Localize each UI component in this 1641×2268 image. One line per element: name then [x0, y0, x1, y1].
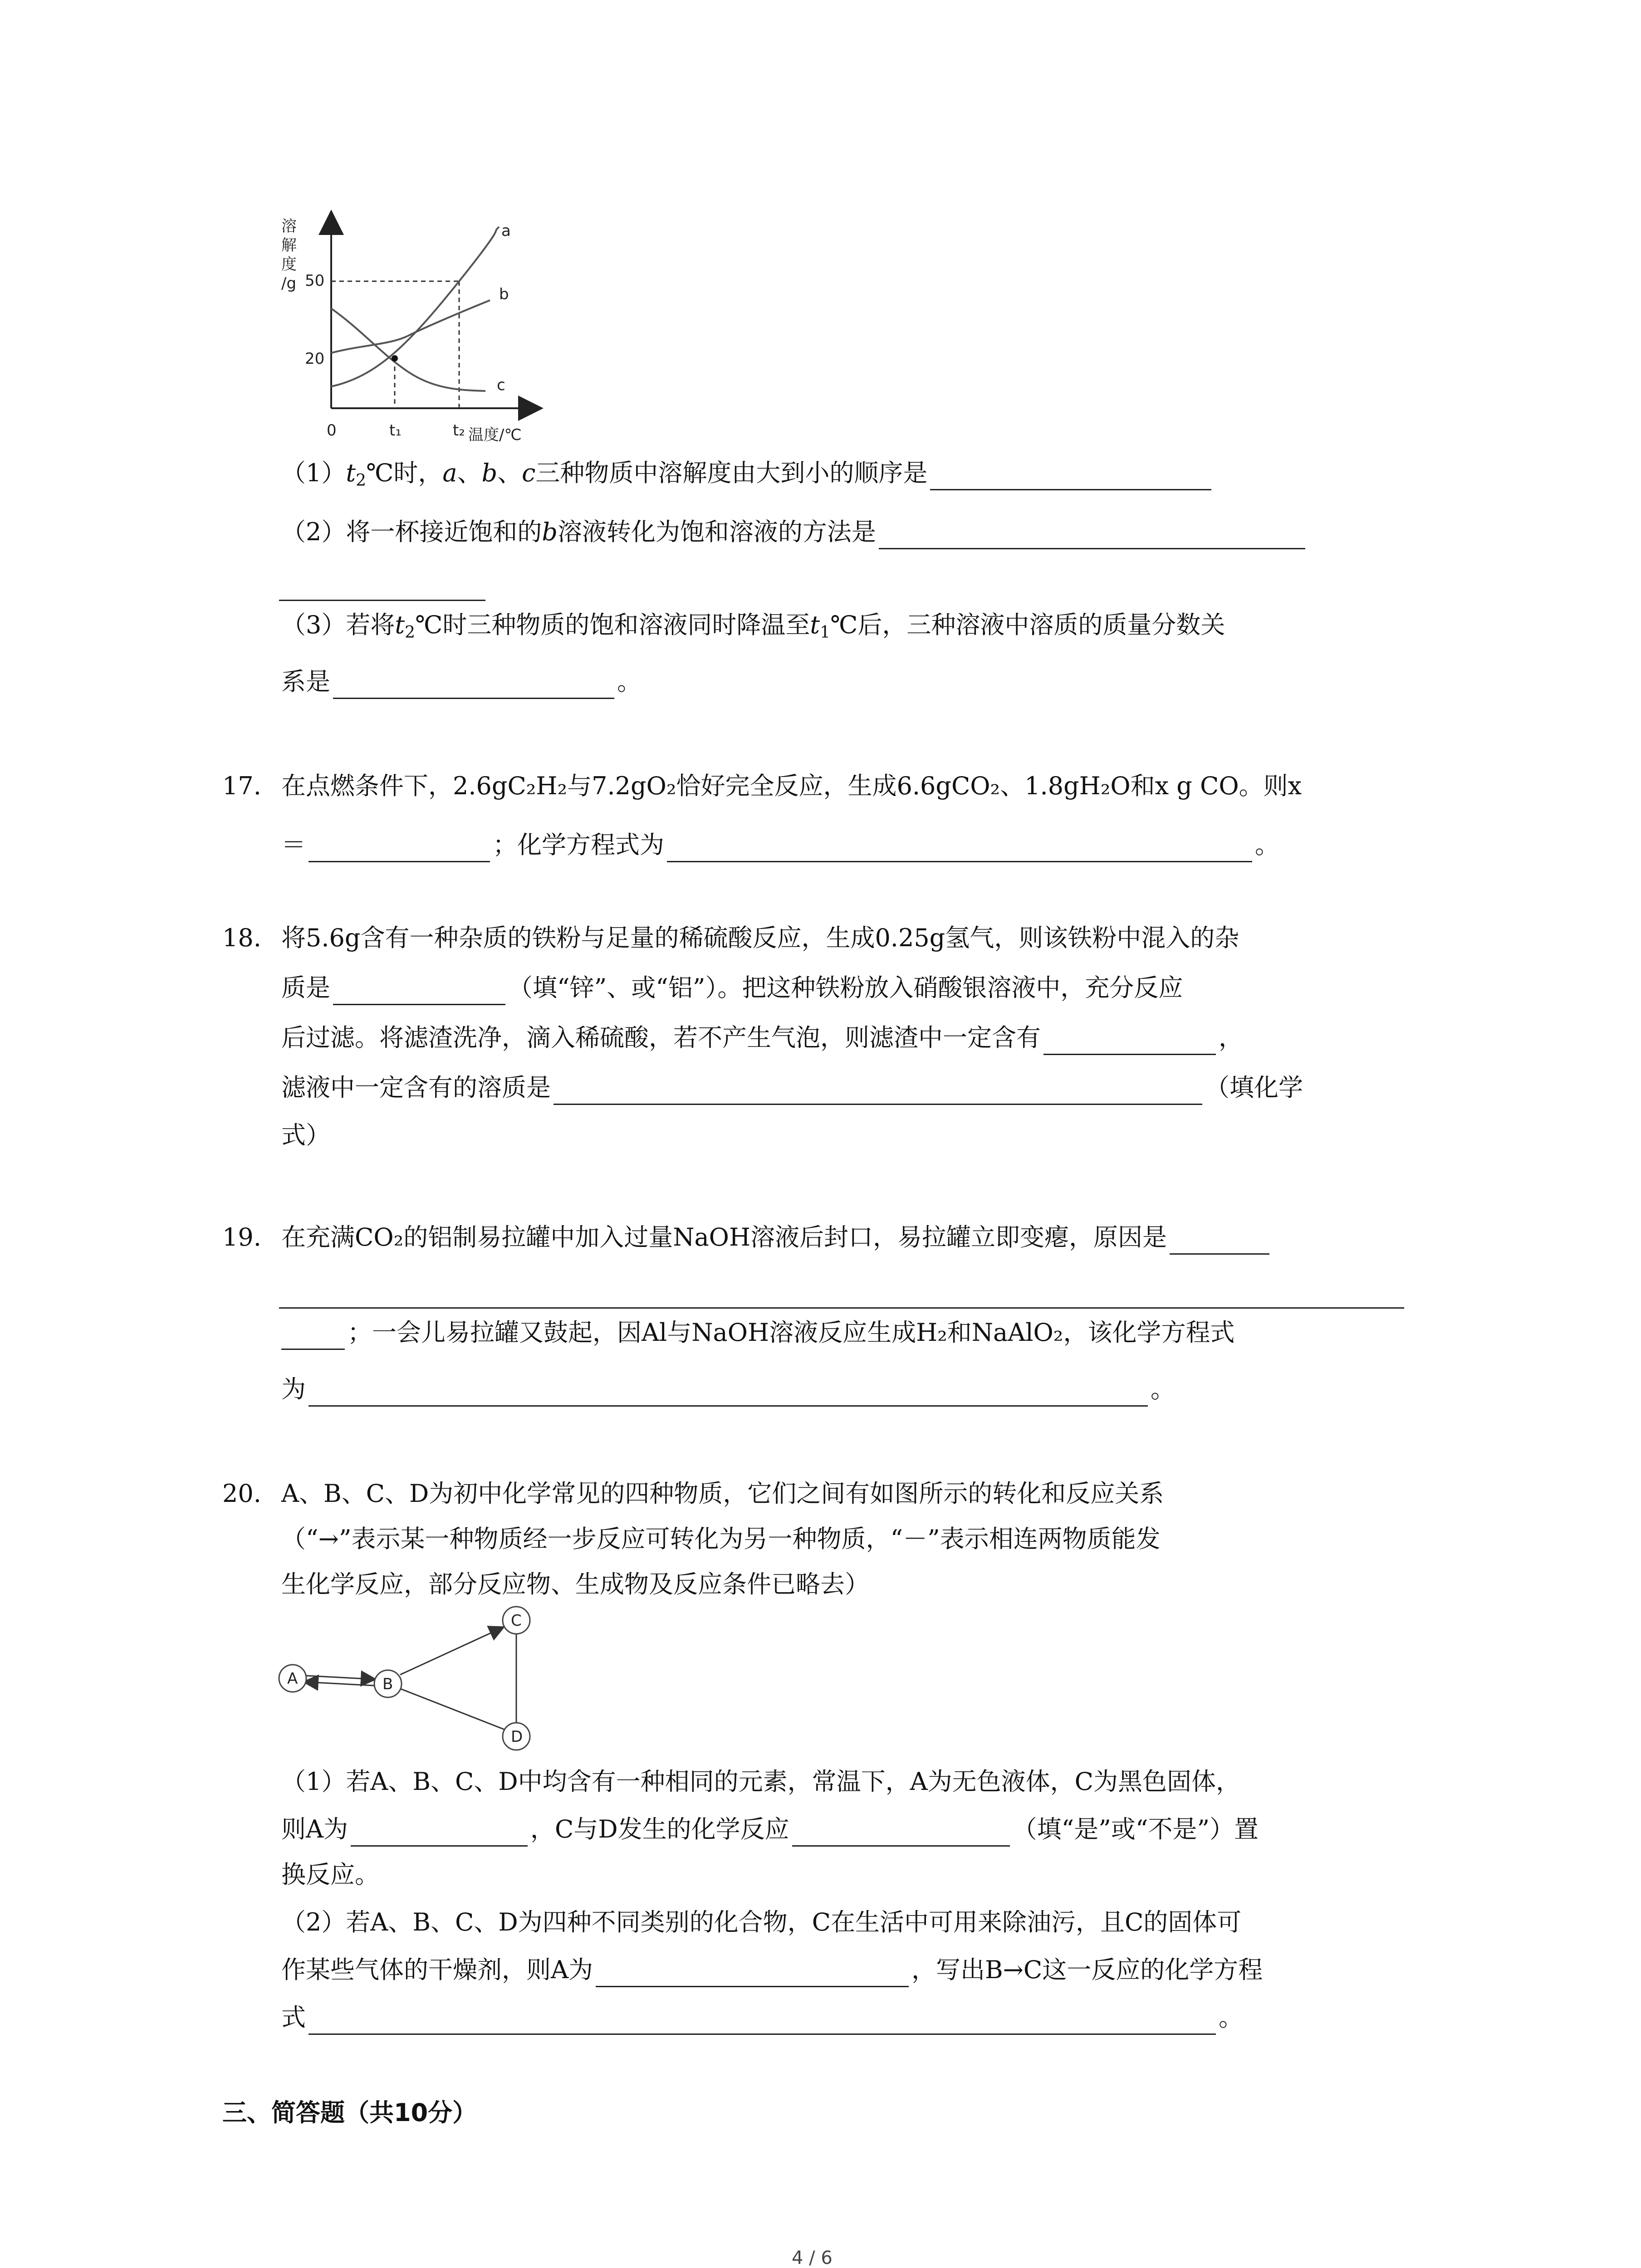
q20-number: 20. — [222, 1479, 261, 1508]
xtick-t1: t₁ — [389, 421, 402, 440]
q18-line4: 滤液中一定含有的溶质是 （填化学 — [281, 1070, 1303, 1105]
q20-a2-answer-blank[interactable] — [596, 1960, 909, 1987]
q20-a-answer-blank[interactable] — [351, 1819, 528, 1847]
q17-equation-answer-blank[interactable] — [667, 835, 1252, 862]
q18-line2: 质是 （填“锌”、或“铝”）。把这种铁粉放入硝酸银溶液中，充分反应 — [281, 971, 1183, 1005]
q17-line1: 在点燃条件下，2.6gC₂H₂与7.2gO₂恰好完全反应，生成6.6gCO₂、1.8gH₂O和x g CO。则x — [281, 772, 1302, 800]
xtick-t2: t₂ — [453, 421, 465, 440]
q16-part3: （3）若将$t_2℃$时三种物质的饱和溶液同时降温至$t_1℃$后，三种溶液中溶质的质量分数关 — [281, 611, 1225, 642]
q20-reaction-type-answer-blank[interactable] — [792, 1819, 1010, 1847]
page-number: 4 / 6 — [792, 2248, 833, 2268]
q16-part3-cont: 系是 。 — [281, 665, 642, 699]
ytick-50: 50 — [305, 272, 325, 290]
x-origin: 0 — [327, 421, 337, 440]
q16-part2: （2）将一杯接近饱和的b溶液转化为饱和溶液的方法是 — [281, 515, 1308, 549]
arrow-b-to-a — [305, 1682, 374, 1686]
q18-line5: 式） — [281, 1121, 330, 1149]
q20-equation-answer-blank[interactable] — [309, 2007, 1216, 2035]
curve-label-c: c — [497, 376, 505, 394]
q19-number: 19. — [222, 1223, 261, 1251]
link-b-d — [399, 1688, 508, 1731]
node-d-label: D — [511, 1728, 523, 1746]
q19-line4: 为 。 — [281, 1372, 1175, 1407]
q19-equation-answer-blank[interactable] — [309, 1379, 1148, 1407]
q18-filtrate-answer-blank[interactable] — [554, 1077, 1202, 1105]
q17-x-answer-blank[interactable] — [309, 835, 490, 862]
q20-line2: （“→”表示某一种物质经一步反应可转化为另一种物质，“－”表示相连两物质能发 — [281, 1525, 1161, 1553]
curve-label-b: b — [499, 285, 509, 303]
q16-part1: $(1)t_2℃$时，a、b、c三种物质中溶解度由大到小的顺序是 — [281, 456, 1214, 490]
q20-part1-line1: （1）若A、B、C、D中均含有一种相同的元素，常温下，A为无色液体，C为黑色固体， — [281, 1767, 1240, 1796]
q18-line3: 后过滤。将滤渣洗净，滴入稀硫酸，若不产生气泡，则滤渣中一定含有 ， — [281, 1021, 1243, 1055]
node-c-label: C — [511, 1612, 522, 1630]
q19-reason-answer-blank-cont[interactable] — [279, 1307, 1404, 1309]
q19-line3: ；一会儿易拉罐又鼓起，因Al与NaOH溶液反应生成H₂和NaAlO₂，该化学方程式 — [281, 1315, 1234, 1350]
q19-reason-answer-blank-end[interactable] — [281, 1322, 345, 1350]
relation-diagram — [272, 1606, 554, 1751]
q18-number: 18. — [222, 924, 261, 952]
q20-line1: A、B、C、D为初中化学常见的四种物质，它们之间有如图所示的转化和反应关系 — [281, 1479, 1164, 1508]
solubility-chart — [272, 209, 554, 463]
chart-ylabel-3: 度 — [281, 255, 297, 274]
q20-part2-line1: （2）若A、B、C、D为四种不同类别的化合物，C在生活中可用来除油污，且C的固体可 — [281, 1908, 1242, 1936]
q17-line2: ＝ ；化学方程式为 。 — [281, 828, 1279, 862]
q17-number: 17. — [222, 772, 261, 800]
q18-line1: 将5.6g含有一种杂质的铁粉与足量的稀硫酸反应，生成0.25g氢气，则该铁粉中混入的杂 — [281, 924, 1239, 952]
q20-part1-line3: 换反应。 — [281, 1860, 379, 1889]
chart-ylabel-4: /g — [281, 274, 297, 293]
q18-residue-answer-blank[interactable] — [1043, 1027, 1216, 1055]
q20-line3: 生化学反应，部分反应物、生成物及反应条件已略去） — [281, 1570, 869, 1598]
q16-p2-answer-blank-cont[interactable] — [279, 600, 485, 601]
node-a-label: A — [287, 1670, 298, 1688]
q19-line1: 在充满CO₂的铝制易拉罐中加入过量NaOH溶液后封口，易拉罐立即变瘪，原因是 — [281, 1220, 1272, 1255]
q18-impurity-answer-blank[interactable] — [333, 978, 505, 1005]
q20-part2-line2: 作某些气体的干燥剂，则A为 ，写出B→C这一反应的化学方程 — [281, 1953, 1263, 1987]
curve-label-a: a — [501, 222, 511, 240]
node-b-label: B — [382, 1675, 393, 1693]
chart-ylabel-1: 溶 — [281, 217, 297, 235]
q16-p1-answer-blank[interactable] — [930, 463, 1211, 490]
q20-part2-line3: 式 。 — [281, 2000, 1243, 2035]
ytick-20: 20 — [305, 350, 325, 368]
q20-part1-line2: 则A为 ，C与D发生的化学反应 （填“是”或“不是”）置 — [281, 1812, 1259, 1847]
intersection-point — [392, 355, 398, 362]
arrow-b-to-c — [400, 1628, 503, 1675]
q19-reason-answer-blank[interactable] — [1170, 1227, 1269, 1255]
arrow-a-to-b — [305, 1676, 374, 1679]
q16-p3-answer-blank[interactable] — [333, 671, 614, 699]
q16-p2-answer-blank[interactable] — [879, 522, 1305, 549]
chart-xlabel: 温度/℃ — [468, 426, 522, 444]
section-3-heading: 三、简答题（共10分） — [222, 2098, 477, 2127]
chart-ylabel-2: 解 — [281, 236, 297, 254]
